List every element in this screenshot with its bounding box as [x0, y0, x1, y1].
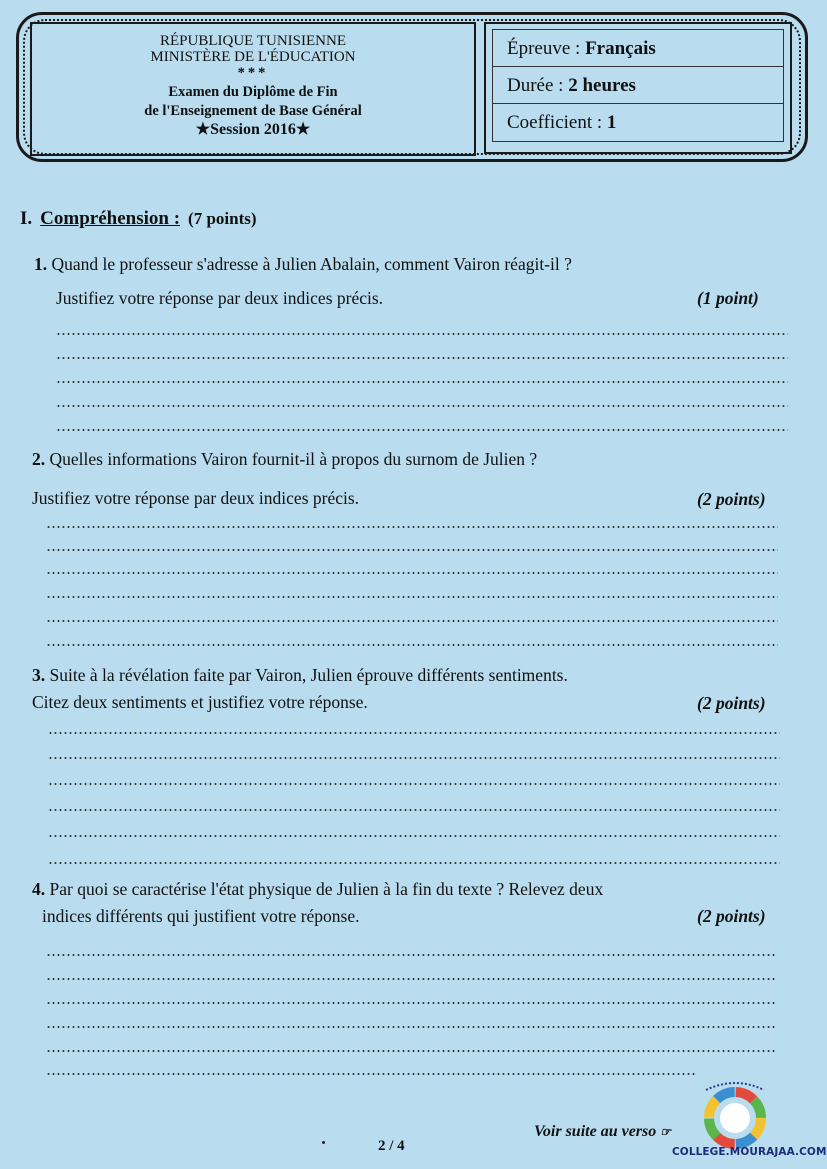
answer-line[interactable]: [48, 809, 780, 811]
question-number: 4.: [32, 879, 46, 899]
republic-label: RÉPUBLIQUE TUNISIENNE: [160, 33, 346, 49]
question-4-points: (2 points): [697, 906, 766, 926]
scan-speck: [322, 1141, 325, 1144]
exam-title-line2: de l'Enseignement de Base Général: [144, 103, 362, 119]
answer-line[interactable]: [48, 835, 780, 837]
answer-line[interactable]: [46, 596, 778, 598]
answer-line[interactable]: [46, 644, 778, 646]
see-verso-note: [534, 1123, 671, 1141]
answer-line[interactable]: [46, 549, 778, 551]
question-3-instruction: Citez deux sentiments et justifiez votre réponse.: [32, 692, 368, 712]
question-number: 1.: [34, 254, 48, 274]
duree-label: Durée :: [507, 75, 564, 96]
page-number: 2 / 4: [378, 1138, 405, 1154]
session-label: ★Session 2016★: [195, 121, 311, 138]
question-1: [34, 252, 572, 276]
hand-pointer-icon: ☞: [660, 1125, 672, 1139]
answer-line[interactable]: [56, 357, 788, 359]
exam-info-box: [484, 22, 792, 154]
question-text: Quelles informations Vairon fournit-il à propos du surnom de Julien ?: [49, 449, 538, 469]
section-number: I.: [20, 208, 33, 229]
section-title: Compréhension :: [40, 208, 181, 229]
question-number: 2.: [32, 449, 46, 469]
ministry-label: MINISTÈRE DE L'ÉDUCATION: [150, 49, 356, 65]
answer-line[interactable]: [46, 1026, 776, 1028]
exam-header-institution: [30, 22, 476, 156]
section-points: (7 points): [188, 209, 257, 228]
coefficient-value: 1: [606, 112, 617, 133]
answer-line[interactable]: [48, 732, 780, 734]
exam-title-line1: Examen du Diplôme de Fin: [168, 84, 338, 100]
answer-line[interactable]: [56, 333, 788, 335]
answer-line[interactable]: [46, 954, 776, 956]
question-2-points: (2 points): [697, 489, 766, 509]
duree-value: 2 heures: [568, 75, 636, 96]
answer-line[interactable]: [46, 1073, 696, 1075]
question-2: [32, 447, 537, 471]
question-number: 3.: [32, 665, 46, 685]
question-3-points: (2 points): [697, 693, 766, 713]
question-4: [32, 877, 603, 901]
answer-line[interactable]: [56, 405, 788, 407]
coefficient-row: [493, 104, 783, 141]
answer-line[interactable]: [46, 978, 776, 980]
question-1-points: (1 point): [697, 288, 759, 308]
answer-line[interactable]: [56, 381, 788, 383]
answer-line[interactable]: [56, 429, 788, 431]
answer-line[interactable]: [46, 572, 778, 574]
see-verso-text: Voir suite au verso: [534, 1123, 657, 1140]
stars-divider: ***: [237, 65, 269, 81]
site-logo-text: COLLEGE.MOURAJAA.COM: [672, 1146, 827, 1158]
epreuve-row: [493, 30, 783, 67]
epreuve-label: Épreuve :: [507, 38, 581, 59]
question-text: Quand le professeur s'adresse à Julien Abalain, comment Vairon réagit-il ?: [51, 254, 572, 274]
coefficient-label: Coefficient :: [507, 112, 603, 133]
answer-line[interactable]: [46, 526, 778, 528]
question-text: Suite à la révélation faite par Vairon, Julien éprouve différents sentiments.: [49, 665, 568, 685]
answer-line[interactable]: [48, 783, 780, 785]
answer-line[interactable]: [46, 1002, 776, 1004]
question-1-instruction: Justifiez votre réponse par deux indices précis.: [56, 288, 384, 308]
answer-line[interactable]: [48, 862, 780, 864]
exam-info-table: [492, 29, 784, 142]
question-3: [32, 663, 568, 687]
answer-line[interactable]: [48, 757, 780, 759]
question-4-instruction: indices différents qui justifient votre réponse.: [42, 906, 360, 926]
site-logo-icon: [692, 1074, 778, 1150]
answer-line[interactable]: [46, 620, 778, 622]
answer-line[interactable]: [46, 1050, 776, 1052]
section-heading: [20, 208, 257, 230]
duree-row: [493, 67, 783, 104]
question-text: Par quoi se caractérise l'état physique de Julien à la fin du texte ? Relevez deux: [49, 879, 604, 899]
question-2-instruction: Justifiez votre réponse par deux indices précis.: [32, 488, 360, 508]
epreuve-value: Français: [585, 38, 656, 59]
